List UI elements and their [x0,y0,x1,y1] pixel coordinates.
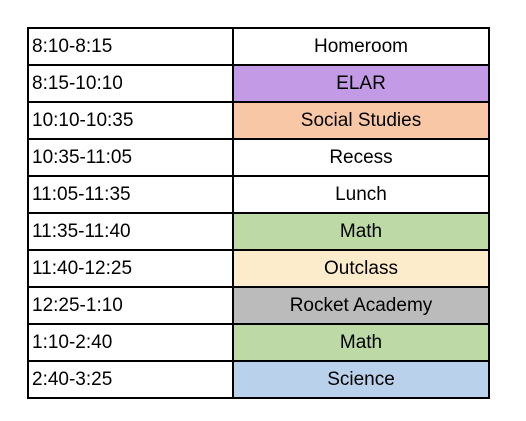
subject-cell: Social Studies [233,102,489,139]
table-row [28,102,489,139]
subject-cell: ELAR [233,65,489,102]
time-cell: 2:40-3:25 [28,361,233,398]
subject-cell: Homeroom [233,28,489,65]
time-cell: 8:15-10:10 [28,65,233,102]
time-cell: 11:35-11:40 [28,213,233,250]
subject-cell: Math [233,324,489,361]
time-cell: 12:25-1:10 [28,287,233,324]
table-row [28,28,489,65]
time-cell: 8:10-8:15 [28,28,233,65]
schedule-table [27,27,490,399]
subject-cell: Recess [233,139,489,176]
subject-cell: Math [233,213,489,250]
subject-cell: Science [233,361,489,398]
table-row [28,213,489,250]
table-row [28,250,489,287]
schedule-body [28,28,489,398]
subject-cell: Outclass [233,250,489,287]
table-row [28,139,489,176]
table-row [28,361,489,398]
subject-cell: Lunch [233,176,489,213]
table-row [28,287,489,324]
subject-cell: Rocket Academy [233,287,489,324]
time-cell: 10:10-10:35 [28,102,233,139]
time-cell: 11:05-11:35 [28,176,233,213]
time-cell: 1:10-2:40 [28,324,233,361]
time-cell: 11:40-12:25 [28,250,233,287]
table-row [28,324,489,361]
table-row [28,65,489,102]
table-row [28,176,489,213]
time-cell: 10:35-11:05 [28,139,233,176]
